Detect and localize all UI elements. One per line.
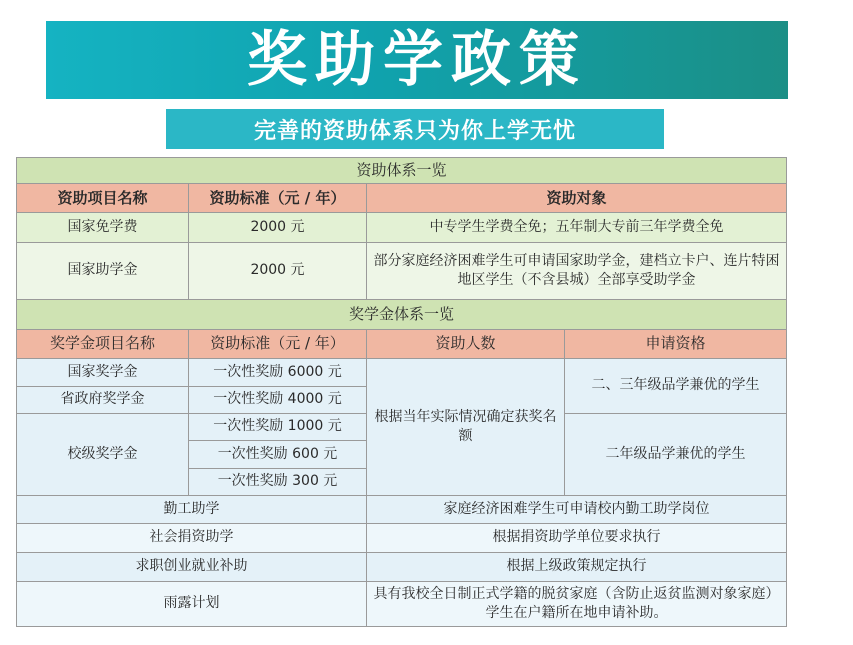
scholarship-count: 根据当年实际情况确定获奖名额: [367, 359, 565, 496]
scholarship-header-name: 奖学金项目名称: [17, 329, 189, 358]
program-4-desc: 具有我校全日制正式学籍的脱贫家庭（含防止返贫监测对象家庭）学生在户籍所在地申请补助。: [367, 582, 787, 627]
policy-table: [16, 157, 787, 627]
aid-row-1-target: 中专学生学费全免；五年制大专前三年学费全免: [367, 212, 787, 243]
provincial-scholarship-name: 省政府奖学金: [17, 386, 189, 413]
program-2-name: 社会捐资助学: [17, 523, 367, 552]
table-row: [17, 212, 787, 243]
aid-header-target: 资助对象: [367, 184, 787, 212]
aid-row-2-target: 部分家庭经济困难学生可申请国家助学金，建档立卡户、连片特困地区学生（不含县城）全部享受助学金: [367, 243, 787, 300]
title-banner: [46, 21, 788, 99]
scholarship-header-standard: 资助标准（元 / 年）: [189, 329, 367, 358]
program-3-desc: 根据上级政策规定执行: [367, 552, 787, 581]
aid-row-1-name: 国家免学费: [17, 212, 189, 243]
aid-row-1-standard: 2000 元: [189, 212, 367, 243]
school-scholarship-name: 校级奖学金: [17, 413, 189, 495]
table-row: [17, 243, 787, 300]
program-1-name: 勤工助学: [17, 496, 367, 523]
table-row: [17, 523, 787, 552]
scholarship-header-count: 资助人数: [367, 329, 565, 358]
subtitle-banner: [166, 109, 664, 149]
table-row: [17, 359, 787, 386]
provincial-scholarship-standard: 一次性奖励 4000 元: [189, 386, 367, 413]
aid-row-2-name: 国家助学金: [17, 243, 189, 300]
scholarship-section-title: 奖学金体系一览: [17, 300, 787, 329]
aid-section-title: 资助体系一览: [17, 158, 787, 184]
school-scholarship-standard-3: 一次性奖励 300 元: [189, 468, 367, 495]
program-4-name: 雨露计划: [17, 582, 367, 627]
program-2-desc: 根据捐资助学单位要求执行: [367, 523, 787, 552]
subtitle-left: 完善的资助体系: [253, 118, 415, 144]
table-row: [17, 552, 787, 581]
page-title: 奖助学政策: [247, 25, 587, 95]
eligibility-lower: 二年级品学兼优的学生: [565, 413, 787, 495]
scholarship-header-row: [17, 329, 787, 358]
program-1-desc: 家庭经济困难学生可申请校内勤工助学岗位: [367, 496, 787, 523]
aid-row-2-standard: 2000 元: [189, 243, 367, 300]
aid-header-row: [17, 184, 787, 212]
aid-section-title-row: [17, 158, 787, 184]
table-row: [17, 582, 787, 627]
aid-header-name: 资助项目名称: [17, 184, 189, 212]
scholarship-section-title-row: [17, 300, 787, 329]
subtitle-right: 只为你上学无忧: [415, 118, 577, 144]
national-scholarship-name: 国家奖学金: [17, 359, 189, 386]
program-3-name: 求职创业就业补助: [17, 552, 367, 581]
national-scholarship-standard: 一次性奖励 6000 元: [189, 359, 367, 386]
scholarship-header-eligibility: 申请资格: [565, 329, 787, 358]
aid-header-standard: 资助标准（元 / 年）: [189, 184, 367, 212]
eligibility-upper: 二、三年级品学兼优的学生: [565, 359, 787, 414]
table-row: [17, 496, 787, 523]
school-scholarship-standard-2: 一次性奖励 600 元: [189, 441, 367, 468]
school-scholarship-standard-1: 一次性奖励 1000 元: [189, 413, 367, 440]
